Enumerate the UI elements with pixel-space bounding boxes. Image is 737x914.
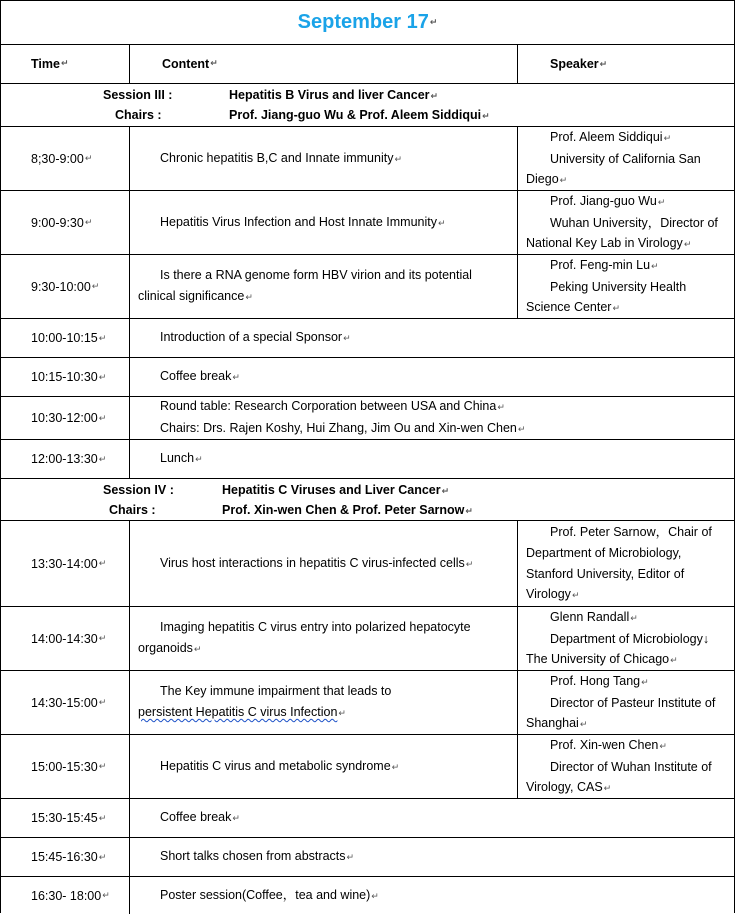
session-3-header xyxy=(1,84,734,127)
table-row xyxy=(1,735,734,799)
table-row xyxy=(1,877,734,914)
content-cell: Is there a RNA genome form HBV virion and its potential clinical significance↵ xyxy=(138,268,472,303)
content-cell: Chronic hepatitis B,C and Innate immunity↵ xyxy=(160,150,402,165)
content-cell: Poster session(Coffee，tea and wine)↵ xyxy=(160,887,379,902)
session-3-chairs-label: Chairs : xyxy=(115,108,162,122)
table-row xyxy=(1,671,734,735)
table-row xyxy=(1,358,734,397)
time-cell: 16:30- 18:00 ↵ xyxy=(1,877,130,914)
time-cell: 14:30-15:00 ↵ xyxy=(1,671,130,734)
table-header xyxy=(1,44,734,84)
session-4-chairs-label: Chairs : xyxy=(109,503,156,517)
header-content: Content ↵ xyxy=(162,56,218,71)
header-time: Time ↵ xyxy=(1,44,130,83)
content-cell: Virus host interactions in hepatitis C virus-infected cells↵ xyxy=(160,555,474,570)
time-cell: 15:00-15:30 ↵ xyxy=(1,735,130,798)
content-cell: Coffee break↵ xyxy=(160,369,240,384)
header-speaker: Speaker ↵ xyxy=(517,44,734,83)
table-row xyxy=(1,440,734,479)
time-cell: 10:15-10:30 ↵ xyxy=(1,358,130,396)
table-row xyxy=(1,191,734,255)
time-cell: 9:30-10:00 ↵ xyxy=(1,255,130,318)
speaker-cell: Prof. Aleem Siddiqui↵ University of California San Diego↵ xyxy=(517,127,734,190)
table-row xyxy=(1,397,734,440)
content-cell: Introduction of a special Sponsor↵ xyxy=(160,330,351,345)
time-cell: 9:00-9:30 ↵ xyxy=(1,191,130,254)
speaker-cell: Glenn Randall↵ Department of Microbiology↓ The University of Chicago↵ xyxy=(517,607,734,670)
time-cell: 8;30-9:00 ↵ xyxy=(1,127,130,190)
speaker-cell: Prof. Feng-min Lu↵ Peking University Health Science Center↵ xyxy=(517,255,734,318)
content-cell: Round table: Research Corporation between USA and China↵ Chairs: Drs. Rajen Koshy, Hui Zhang, Jim Ou and Xin-wen Chen↵ xyxy=(160,399,526,435)
content-cell: Hepatitis Virus Infection and Host Innate Immunity↵ xyxy=(160,214,446,229)
table-row xyxy=(1,255,734,319)
table-row xyxy=(1,607,734,671)
table-row xyxy=(1,838,734,877)
session-4-label: Session IV : xyxy=(103,483,174,497)
session-4-header xyxy=(1,479,734,521)
page-title: September 17 ↵ xyxy=(1,1,734,45)
session-3-label: Session III : xyxy=(103,88,173,102)
table-row xyxy=(1,521,734,607)
time-cell: 10:30-12:00 ↵ xyxy=(1,397,130,439)
content-cell: Imaging hepatitis C virus entry into polarized hepatocyte organoids↵ xyxy=(138,620,471,655)
session-3-chairs: Prof. Jiang-guo Wu & Prof. Aleem Siddiqui↵ xyxy=(229,108,490,122)
table-row xyxy=(1,799,734,838)
time-cell: 14:00-14:30 ↵ xyxy=(1,607,130,670)
table-row xyxy=(1,127,734,191)
time-cell: 13:30-14:00 ↵ xyxy=(1,521,130,606)
session-3-topic: Hepatitis B Virus and liver Cancer↵ xyxy=(229,88,439,102)
time-cell: 10:00-10:15 ↵ xyxy=(1,319,130,357)
content-cell: Hepatitis C virus and metabolic syndrome↵ xyxy=(160,758,400,773)
time-cell: 15:45-16:30 ↵ xyxy=(1,838,130,876)
speaker-cell: Prof. Jiang-guo Wu↵ Wuhan University，Director of National Key Lab in Virology↵ xyxy=(517,191,734,254)
content-cell: The Key immune impairment that leads to persistent Hepatitis C virus Infection↵ xyxy=(138,684,392,719)
speaker-cell: Prof. Xin-wen Chen↵ Director of Wuhan Institute of Virology, CAS↵ xyxy=(517,735,734,798)
time-cell: 15:30-15:45 ↵ xyxy=(1,799,130,837)
content-cell: Coffee break↵ xyxy=(160,810,240,825)
time-cell: 12:00-13:30 ↵ xyxy=(1,440,130,478)
session-4-chairs: Prof. Xin-wen Chen & Prof. Peter Sarnow↵ xyxy=(222,503,473,517)
content-cell: Short talks chosen from abstracts↵ xyxy=(160,849,355,864)
content-cell: Lunch↵ xyxy=(160,451,203,466)
speaker-cell: Prof. Peter Sarnow，Chair of Department of Microbiology, Stanford University, Editor of Virology↵ xyxy=(517,521,734,606)
table-row xyxy=(1,319,734,358)
session-4-topic: Hepatitis C Viruses and Liver Cancer↵ xyxy=(222,483,450,497)
speaker-cell: Prof. Hong Tang↵ Director of Pasteur Institute of Shanghai↵ xyxy=(517,671,734,734)
